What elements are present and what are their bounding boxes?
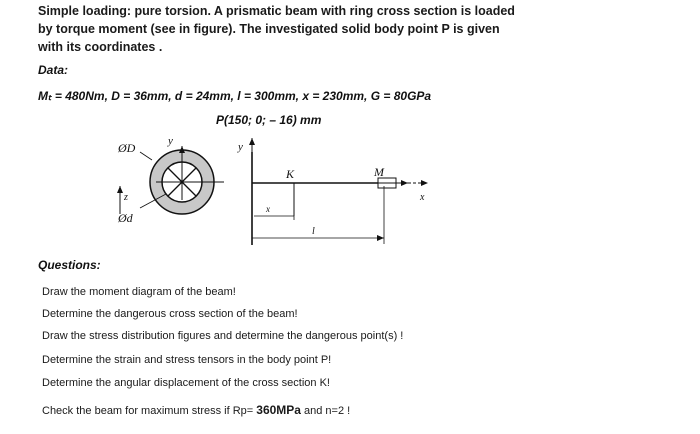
question-2: Determine the dangerous cross section of the beam!	[42, 308, 298, 320]
od-leader	[140, 152, 152, 160]
question-1: Draw the moment diagram of the beam!	[42, 286, 236, 298]
outer-diameter-label: ØD	[118, 141, 136, 155]
section-k-label: K	[286, 167, 295, 181]
section-z-label: z	[124, 192, 128, 203]
question-5: Determine the angular displacement of the cross section K!	[42, 377, 330, 389]
parameter-list: Mₜ = 480Nm, D = 36mm, d = 24mm, l = 300mm, x = 230mm, G = 80GPa	[38, 89, 432, 103]
point-coordinates: P(150; 0; – 16) mm	[216, 113, 322, 127]
question-6-suffix: and n=2 !	[300, 405, 351, 417]
question-4: Determine the strain and stress tensors in the body point P!	[42, 354, 332, 366]
dim-l-label: l	[312, 226, 315, 237]
problem-intro: Simple loading: pure torsion. A prismatic beam with ring cross section is loaded by torque moment (see in figure). The investigated solid body point P is given with its coordinates .	[38, 4, 515, 54]
inner-diameter-label: Ød	[118, 211, 133, 225]
question-3: Draw the stress distribution figures and determine the dangerous point(s) !	[42, 330, 404, 342]
question-6-value: 360MPa	[256, 403, 301, 417]
questions-heading: Questions:	[38, 258, 101, 272]
data-heading: Data:	[38, 63, 69, 77]
dim-x-label: x	[266, 204, 270, 214]
beam-side-view	[252, 138, 428, 245]
question-6-prefix: Check the beam for maximum stress if Rp=	[42, 405, 257, 417]
moment-label: M	[374, 165, 384, 179]
ring-cross-section	[120, 146, 224, 214]
x-axis-label: x	[420, 192, 425, 203]
question-6	[42, 403, 350, 417]
section-y-label: y	[168, 135, 173, 147]
beam-y-label: y	[238, 141, 243, 153]
